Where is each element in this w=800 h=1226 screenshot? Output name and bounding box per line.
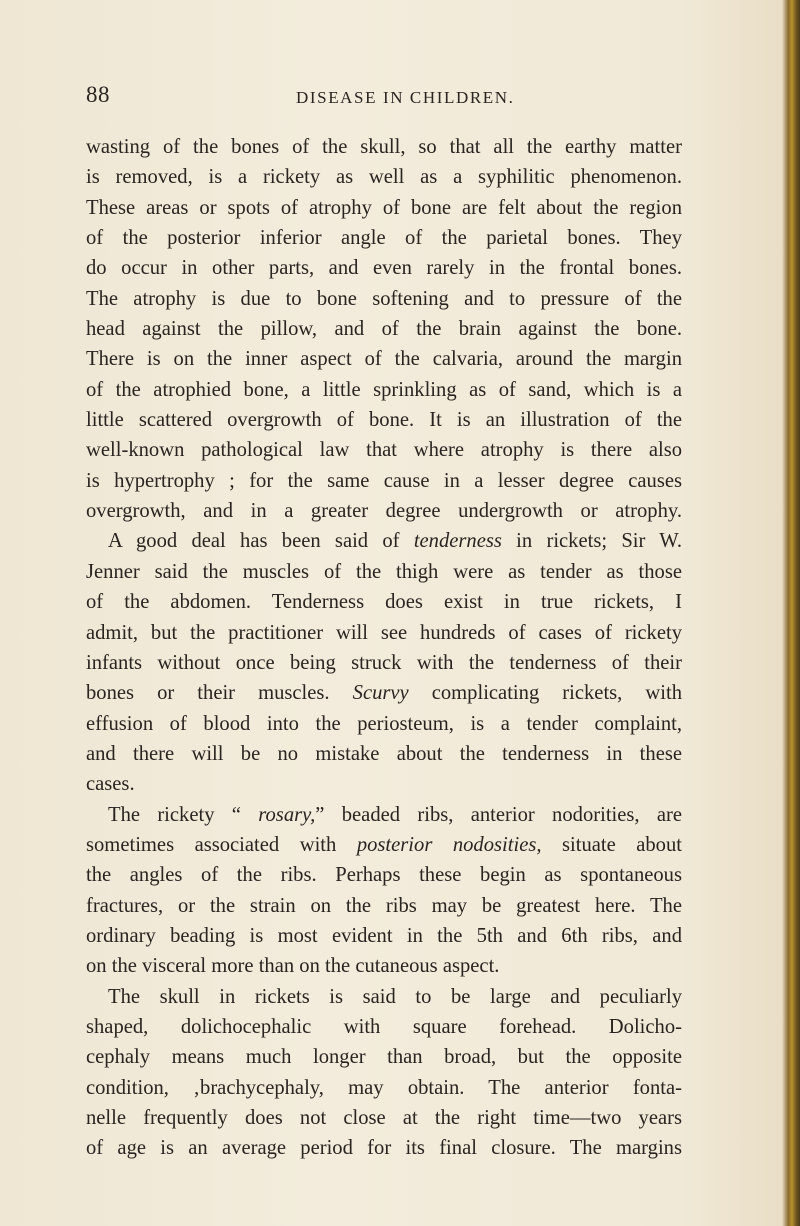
text-line: infants without once being struck with the tenderness of their bbox=[86, 651, 682, 674]
body-text bbox=[86, 132, 682, 1164]
text-line bbox=[86, 526, 682, 556]
italic-term: Scurvy bbox=[352, 682, 409, 705]
text-line: ordinary beading is most evident in the 5th and 6th ribs, and bbox=[86, 924, 682, 947]
page-number: 88 bbox=[86, 82, 110, 107]
text-segment: bones or their muscles. bbox=[86, 682, 353, 705]
text-line: and there will be no mistake about the tenderness in these bbox=[86, 742, 682, 765]
text-line: fractures, or the strain on the ribs may be greatest here. The bbox=[86, 894, 682, 917]
page-edge-binding bbox=[782, 0, 800, 1226]
text-line: of age is an average period for its final closure. The margins bbox=[86, 1137, 682, 1160]
text-line: cephaly means much longer than broad, but the opposite bbox=[86, 1046, 682, 1069]
text-line: cases. bbox=[86, 773, 135, 796]
text-line: admit, but the practitioner will see hundreds of cases of rickety bbox=[86, 621, 682, 644]
text-line: of the posterior inferior angle of the parietal bones. They bbox=[86, 227, 682, 250]
text-line bbox=[86, 800, 682, 830]
text-line: condition, ‚brachycephaly, may obtain. The anterior fonta- bbox=[86, 1076, 682, 1099]
text-line: wasting of the bones of the skull, so that all the earthy matter bbox=[86, 136, 682, 158]
page-header bbox=[86, 82, 686, 112]
italic-term: rosary, bbox=[258, 803, 316, 826]
text-line: of the abdomen. Tenderness does exist in true rickets, I bbox=[86, 591, 682, 614]
text-line: little scattered overgrowth of bone. It is an illustration of the bbox=[86, 409, 682, 432]
text-line: is hypertrophy ; for the same cause in a lesser degree causes bbox=[86, 469, 682, 492]
text-line: shaped, dolichocephalic with square forehead. Dolicho- bbox=[86, 1015, 682, 1038]
text-segment: in rickets; Sir W. bbox=[501, 530, 682, 553]
text-line: overgrowth, and in a greater degree undergrowth or atrophy. bbox=[86, 500, 682, 523]
text-line: head against the pillow, and of the brain against the bone. bbox=[86, 318, 682, 341]
text-segment: The rickety “ bbox=[108, 803, 259, 826]
text-line: well-known pathological law that where atrophy is there also bbox=[86, 439, 682, 462]
text-line: These areas or spots of atrophy of bone are felt about the region bbox=[86, 196, 682, 219]
text-line: nelle frequently does not close at the right time—two years bbox=[86, 1107, 682, 1129]
text-line: There is on the inner aspect of the calvaria, around the margin bbox=[86, 348, 682, 371]
text-line: do occur in other parts, and even rarely in the frontal bones. bbox=[86, 257, 682, 280]
running-head: DISEASE IN CHILDREN. bbox=[296, 88, 515, 107]
text-line: Jenner said the muscles of the thigh were as tender as those bbox=[86, 560, 682, 583]
text-line: of the atrophied bone, a little sprinkling as of sand, which is a bbox=[86, 378, 682, 401]
text-segment: sometimes associated with bbox=[86, 833, 357, 856]
text-segment: situate about bbox=[541, 833, 682, 856]
text-line: The atrophy is due to bone softening and to pressure of the bbox=[86, 287, 682, 310]
text-line: effusion of blood into the periosteum, is a tender complaint, bbox=[86, 712, 682, 735]
italic-term: posterior nodosities, bbox=[356, 833, 542, 856]
italic-term: tenderness bbox=[413, 530, 502, 553]
text-line bbox=[86, 678, 682, 708]
text-line: on the visceral more than on the cutaneous aspect. bbox=[86, 955, 500, 978]
text-line: the angles of the ribs. Perhaps these begin as spontaneous bbox=[86, 864, 682, 887]
text-line: The skull in rickets is said to be large and peculiarly bbox=[108, 985, 682, 1008]
text-segment: ” beaded ribs, anterior nodorities, are bbox=[315, 803, 683, 826]
text-segment: complicating rickets, with bbox=[408, 682, 682, 705]
text-segment: A good deal has been said of bbox=[108, 530, 414, 553]
text-line bbox=[86, 830, 682, 860]
text-line: is removed, is a rickety as well as a syphilitic phenomenon. bbox=[86, 166, 682, 189]
